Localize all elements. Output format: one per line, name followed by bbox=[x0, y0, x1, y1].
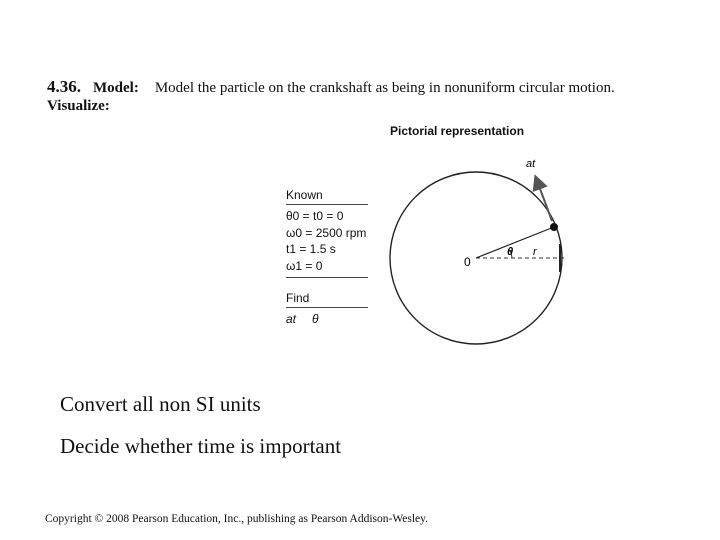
problem-number: 4.36. bbox=[47, 77, 81, 96]
radius-line bbox=[476, 227, 554, 258]
note-time-importance: Decide whether time is important bbox=[60, 434, 342, 458]
known-item: t1 = 1.5 s bbox=[286, 242, 336, 256]
find-heading: Find bbox=[286, 291, 310, 305]
copyright-text: Copyright © 2008 Pearson Education, Inc., publishing as Pearson Addison-Wesley. bbox=[45, 513, 429, 525]
particle-dot bbox=[550, 223, 558, 231]
known-heading: Known bbox=[286, 188, 323, 202]
origin-label: 0 bbox=[464, 255, 471, 269]
model-text: Model the particle on the crankshaft as being in nonuniform circular motion. bbox=[154, 80, 615, 96]
known-item: ω0 = 2500 rpm bbox=[286, 225, 367, 240]
known-item: ω1 = 0 bbox=[286, 258, 323, 273]
find-item: θ bbox=[312, 312, 319, 326]
acceleration-label: at bbox=[526, 158, 536, 170]
visualize-label: Visualize: bbox=[47, 98, 110, 114]
radius-label: r bbox=[533, 246, 537, 258]
find-item: at bbox=[286, 312, 297, 326]
theta-label: θ bbox=[507, 246, 514, 258]
model-label: Model: bbox=[93, 80, 139, 96]
note-convert-units: Convert all non SI units bbox=[60, 392, 261, 416]
known-item: θ0 = t0 = 0 bbox=[286, 209, 344, 223]
figure-title: Pictorial representation bbox=[390, 124, 525, 138]
